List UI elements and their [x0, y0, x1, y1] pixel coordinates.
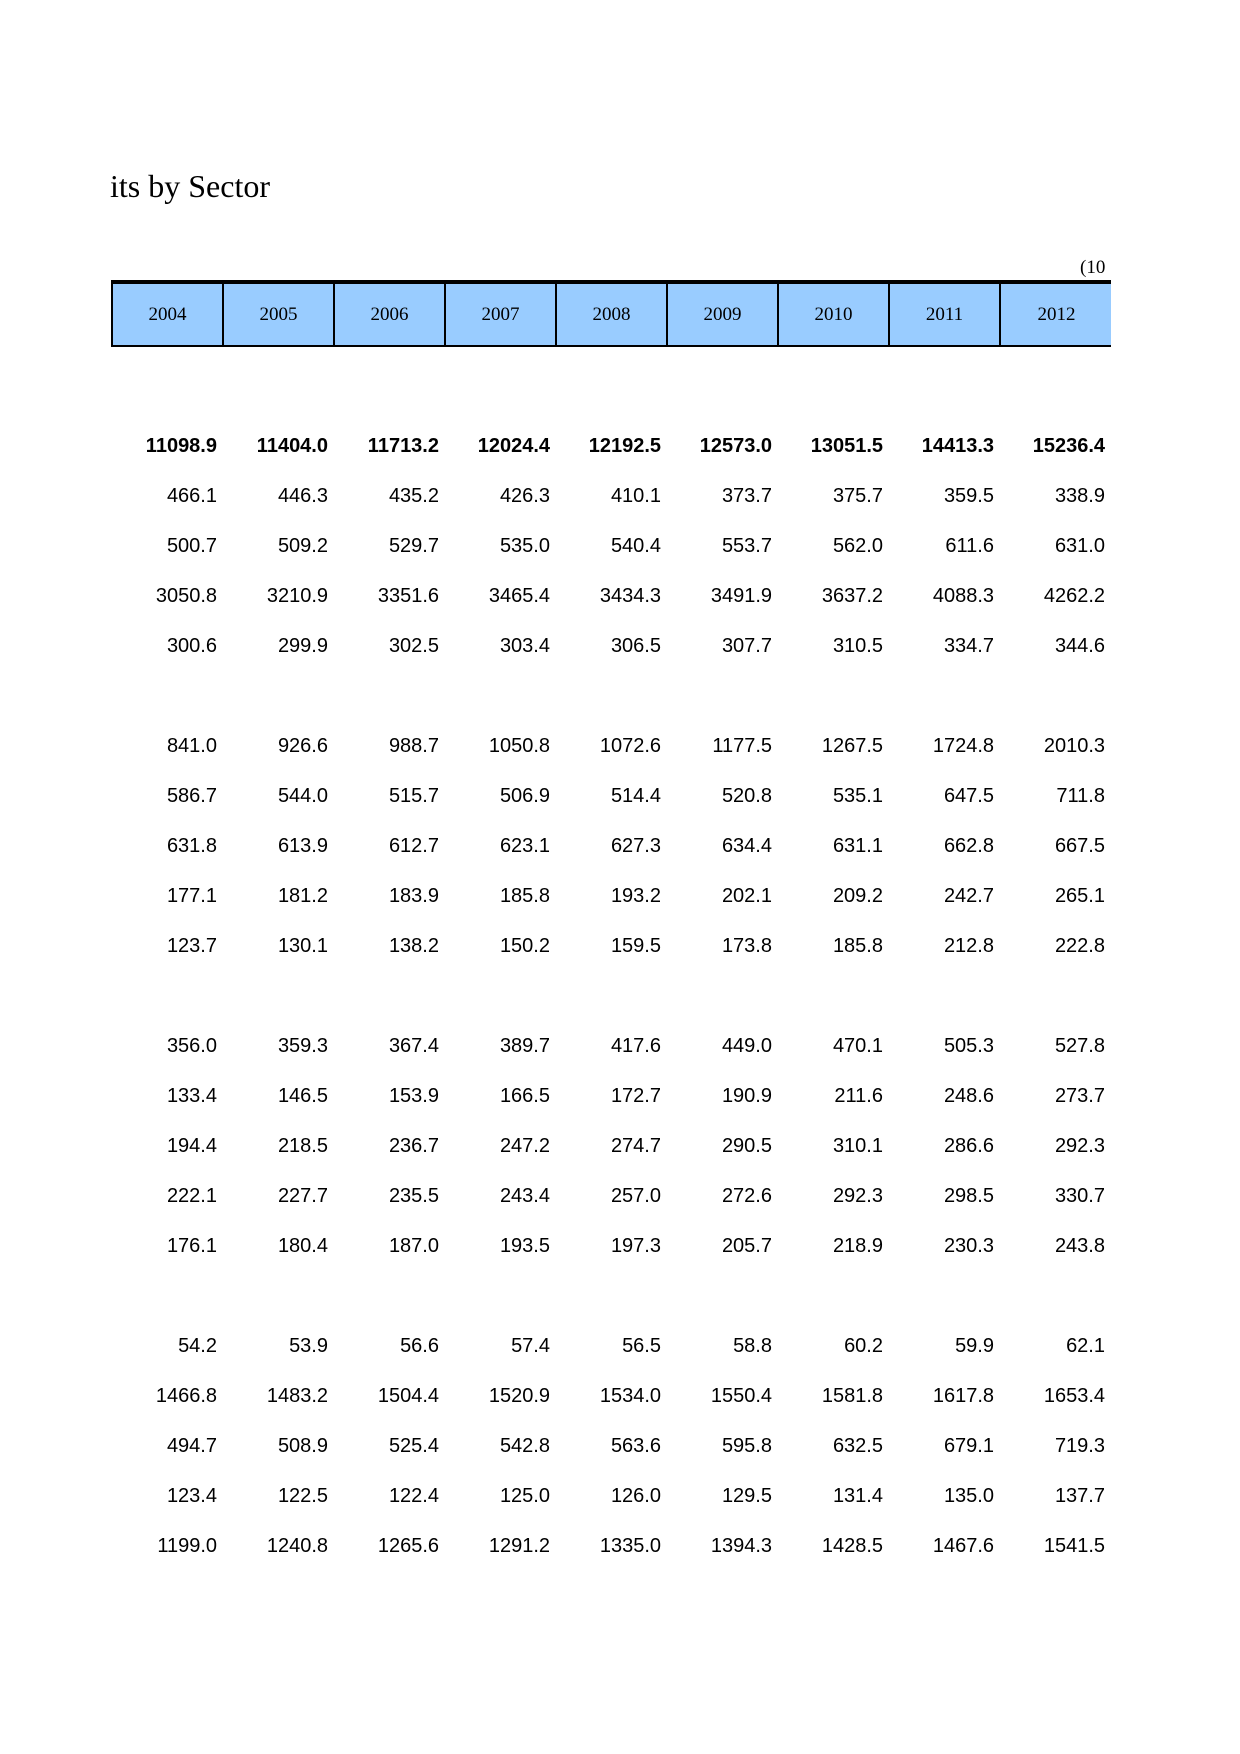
table-cell: 410.1: [610, 485, 661, 507]
table-cell: 375.7: [832, 485, 883, 507]
table-cell: 841.0: [166, 735, 217, 757]
table-cell: 125.0: [499, 1485, 550, 1507]
table-cell: 1467.6: [932, 1535, 994, 1557]
table-cell: 1724.8: [932, 735, 994, 757]
table-cell: 257.0: [610, 1185, 661, 1207]
table-cell: 235.5: [388, 1185, 439, 1207]
table-cell: 1335.0: [599, 1535, 661, 1557]
table-cell: 190.9: [721, 1085, 772, 1107]
table-cell: 470.1: [832, 1035, 883, 1057]
table-cell: 59.9: [955, 1335, 994, 1357]
table-cell: 1240.8: [266, 1535, 328, 1557]
table-cell: 212.8: [943, 935, 994, 957]
table-cell: 11713.2: [367, 435, 439, 457]
table-cell: 292.3: [832, 1185, 883, 1207]
table-cell: 153.9: [388, 1085, 439, 1107]
table-cell: 1504.4: [377, 1385, 439, 1407]
units-note: (10: [1080, 257, 1106, 278]
table-total-row: [111, 421, 1111, 471]
table-cell: 248.6: [943, 1085, 994, 1107]
table-cell: 1466.8: [155, 1385, 217, 1407]
table-cell: 662.8: [943, 835, 994, 857]
table-cell: 166.5: [499, 1085, 550, 1107]
table-cell: 506.9: [499, 785, 550, 807]
table-cell: 123.7: [166, 935, 217, 957]
table-cell: 711.8: [1056, 785, 1105, 807]
table-cell: 631.0: [1054, 535, 1105, 557]
table-cell: 553.7: [721, 535, 772, 557]
table-row: [111, 721, 1111, 771]
table-cell: 1581.8: [821, 1385, 883, 1407]
table-cell: 4088.3: [932, 585, 994, 607]
table-cell: 356.0: [166, 1035, 217, 1057]
table-cell: 299.9: [277, 635, 328, 657]
table-cell: 612.7: [388, 835, 439, 857]
table-cell: 126.0: [610, 1485, 661, 1507]
table-cell: 172.7: [610, 1085, 661, 1107]
table-cell: 57.4: [511, 1335, 550, 1357]
table-cell: 631.8: [166, 835, 217, 857]
table-cell: 540.4: [610, 535, 661, 557]
table-cell: 527.8: [1054, 1035, 1105, 1057]
table-cell: 247.2: [499, 1135, 550, 1157]
table-cell: 193.2: [610, 885, 661, 907]
table-cell: 389.7: [499, 1035, 550, 1057]
table-cell: 54.2: [178, 1335, 217, 1357]
year-header-2011: 2011: [890, 284, 1001, 345]
table-cell: 634.4: [721, 835, 772, 857]
table-cell: 194.4: [166, 1135, 217, 1157]
table-cell: 449.0: [721, 1035, 772, 1057]
table-cell: 56.6: [400, 1335, 439, 1357]
table-cell: 3434.3: [599, 585, 661, 607]
table-cell: 3351.6: [377, 585, 439, 607]
table-cell: 627.3: [610, 835, 661, 857]
table-cell: 514.4: [610, 785, 661, 807]
table-row: [111, 921, 1111, 971]
table-cell: 56.5: [622, 1335, 661, 1357]
table-cell: 535.1: [832, 785, 883, 807]
table-cell: 185.8: [499, 885, 550, 907]
table-cell: 988.7: [388, 735, 439, 757]
table-cell: 334.7: [943, 635, 994, 657]
table-cell: 1267.5: [821, 735, 883, 757]
year-header-2010: 2010: [779, 284, 890, 345]
table-row: [111, 1421, 1111, 1471]
table-cell: 12573.0: [699, 435, 772, 457]
table-cell: 298.5: [943, 1185, 994, 1207]
table-cell: 53.9: [289, 1335, 328, 1357]
table-cell: 11404.0: [256, 435, 328, 457]
table-cell: 926.6: [277, 735, 328, 757]
table-cell: 535.0: [499, 535, 550, 557]
table-cell: 129.5: [721, 1485, 772, 1507]
table-cell: 135.0: [943, 1485, 994, 1507]
table-cell: 300.6: [166, 635, 217, 657]
table-cell: 290.5: [721, 1135, 772, 1157]
table-cell: 529.7: [388, 535, 439, 557]
table-cell: 176.1: [166, 1235, 217, 1257]
table-cell: 679.1: [943, 1435, 994, 1457]
table-cell: 310.5: [832, 635, 883, 657]
table-cell: 211.6: [834, 1085, 883, 1107]
table-header-row: [111, 280, 1111, 347]
table-cell: 508.9: [277, 1435, 328, 1457]
table-cell: 302.5: [388, 635, 439, 657]
table-cell: 265.1: [1054, 885, 1105, 907]
table-cell: 122.4: [388, 1485, 439, 1507]
table-cell: 286.6: [943, 1135, 994, 1157]
table-cell: 344.6: [1054, 635, 1105, 657]
table-cell: 292.3: [1054, 1135, 1105, 1157]
table-cell: 446.3: [277, 485, 328, 507]
table-cell: 236.7: [388, 1135, 439, 1157]
table-cell: 1653.4: [1043, 1385, 1105, 1407]
table-cell: 417.6: [610, 1035, 661, 1057]
table-cell: 613.9: [277, 835, 328, 857]
table-cell: 647.5: [943, 785, 994, 807]
table-cell: 159.5: [610, 935, 661, 957]
table-cell: 466.1: [166, 485, 217, 507]
table-cell: 3050.8: [155, 585, 217, 607]
table-cell: 122.5: [277, 1485, 328, 1507]
table-cell: 1541.5: [1043, 1535, 1105, 1557]
table-row: [111, 1171, 1111, 1221]
year-header-2012: 2012: [1037, 303, 1076, 325]
table-cell: 133.4: [166, 1085, 217, 1107]
table-cell: 1177.5: [712, 735, 772, 757]
year-header-2009: 2009: [668, 284, 779, 345]
table-cell: 13051.5: [810, 435, 883, 457]
table-cell: 4262.2: [1043, 585, 1105, 607]
table-cell: 632.5: [832, 1435, 883, 1457]
table-cell: 205.7: [721, 1235, 772, 1257]
table-cell: 11098.9: [145, 435, 217, 457]
page-title: its by Sector: [110, 168, 270, 204]
table-cell: 181.2: [277, 885, 328, 907]
table-cell: 1265.6: [377, 1535, 439, 1557]
table-cell: 494.7: [166, 1435, 217, 1457]
table-cell: 1483.2: [266, 1385, 328, 1407]
table-cell: 338.9: [1054, 485, 1105, 507]
table-cell: 623.1: [499, 835, 550, 857]
table-cell: 137.7: [1054, 1485, 1105, 1507]
table-cell: 218.9: [832, 1235, 883, 1257]
table-row: [111, 771, 1111, 821]
table-cell: 243.8: [1054, 1235, 1105, 1257]
table-cell: 542.8: [499, 1435, 550, 1457]
table-row: [111, 1371, 1111, 1421]
table-cell: 173.8: [721, 935, 772, 957]
table-cell: 222.1: [166, 1185, 217, 1207]
table-cell: 150.2: [499, 935, 550, 957]
table-cell: 562.0: [832, 535, 883, 557]
table-row: [111, 571, 1111, 621]
table-cell: 719.3: [1054, 1435, 1105, 1457]
table-cell: 1550.4: [710, 1385, 772, 1407]
table-cell: 180.4: [277, 1235, 328, 1257]
table-cell: 520.8: [721, 785, 772, 807]
table-cell: 509.2: [277, 535, 328, 557]
table-row: [111, 871, 1111, 921]
table-cell: 631.1: [832, 835, 883, 857]
table-cell: 1050.8: [488, 735, 550, 757]
table-cell: 563.6: [610, 1435, 661, 1457]
table-cell: 243.4: [499, 1185, 550, 1207]
table-cell: 307.7: [721, 635, 772, 657]
table-cell: 1617.8: [932, 1385, 994, 1407]
table-cell: 1534.0: [599, 1385, 661, 1407]
year-header-2005: 2005: [224, 284, 335, 345]
table-cell: 197.3: [610, 1235, 661, 1257]
table-cell: 1428.5: [821, 1535, 883, 1557]
table-cell: 130.1: [277, 935, 328, 957]
table-cell: 611.6: [945, 535, 994, 557]
table-row: [111, 821, 1111, 871]
table-row: [111, 1521, 1111, 1571]
table-row: [111, 1071, 1111, 1121]
table-cell: 1291.2: [488, 1535, 550, 1557]
table-cell: 60.2: [844, 1335, 883, 1357]
year-header-2006: 2006: [335, 284, 446, 345]
table-cell: 3491.9: [710, 585, 772, 607]
table-cell: 306.5: [610, 635, 661, 657]
table-cell: 3210.9: [266, 585, 328, 607]
table-cell: 12024.4: [477, 435, 550, 457]
table-cell: 14413.3: [921, 435, 994, 457]
table-cell: 1520.9: [488, 1385, 550, 1407]
table-cell: 123.4: [166, 1485, 217, 1507]
table-cell: 310.1: [832, 1135, 883, 1157]
table-cell: 373.7: [721, 485, 772, 507]
table-cell: 330.7: [1054, 1185, 1105, 1207]
table-cell: 273.7: [1054, 1085, 1105, 1107]
sector-table: [111, 280, 1111, 1557]
table-cell: 222.8: [1054, 935, 1105, 957]
table-cell: 303.4: [499, 635, 550, 657]
table-row: [111, 471, 1111, 521]
table-cell: 242.7: [943, 885, 994, 907]
table-cell: 193.5: [499, 1235, 550, 1257]
table-row: [111, 1321, 1111, 1371]
table-cell: 272.6: [721, 1185, 772, 1207]
table-cell: 12192.5: [588, 435, 661, 457]
year-header-2008: 2008: [557, 284, 668, 345]
table-cell: 500.7: [166, 535, 217, 557]
table-row: [111, 521, 1111, 571]
table-cell: 359.3: [277, 1035, 328, 1057]
table-cell: 209.2: [832, 885, 883, 907]
table-cell: 177.1: [166, 885, 217, 907]
table-cell: 138.2: [388, 935, 439, 957]
table-cell: 187.0: [388, 1235, 439, 1257]
table-row: [111, 1021, 1111, 1071]
table-cell: 274.7: [610, 1135, 661, 1157]
table-cell: 131.4: [832, 1485, 883, 1507]
table-cell: 595.8: [721, 1435, 772, 1457]
table-cell: 3465.4: [488, 585, 550, 607]
table-cell: 667.5: [1054, 835, 1105, 857]
table-cell: 15236.4: [1032, 435, 1105, 457]
table-cell: 230.3: [943, 1235, 994, 1257]
table-row: [111, 1471, 1111, 1521]
table-cell: 183.9: [388, 885, 439, 907]
table-cell: 185.8: [832, 935, 883, 957]
table-cell: 218.5: [277, 1135, 328, 1157]
table-cell: 1394.3: [710, 1535, 772, 1557]
table-cell: 435.2: [388, 485, 439, 507]
table-cell: 367.4: [388, 1035, 439, 1057]
table-cell: 359.5: [943, 485, 994, 507]
year-header-2004: 2004: [113, 284, 224, 345]
table-cell: 2010.3: [1043, 735, 1105, 757]
table-cell: 515.7: [388, 785, 439, 807]
table-cell: 58.8: [733, 1335, 772, 1357]
table-row: [111, 1221, 1111, 1271]
year-header-2007: 2007: [446, 284, 557, 345]
table-cell: 586.7: [166, 785, 217, 807]
table-cell: 544.0: [277, 785, 328, 807]
table-row: [111, 1121, 1111, 1171]
table-cell: 62.1: [1066, 1335, 1105, 1357]
table-cell: 227.7: [277, 1185, 328, 1207]
table-cell: 3637.2: [821, 585, 883, 607]
table-cell: 1199.0: [157, 1535, 217, 1557]
table-cell: 146.5: [277, 1085, 328, 1107]
table-cell: 426.3: [499, 485, 550, 507]
table-row: [111, 621, 1111, 671]
table-cell: 202.1: [721, 885, 772, 907]
table-cell: 525.4: [388, 1435, 439, 1457]
table-cell: 505.3: [943, 1035, 994, 1057]
table-cell: 1072.6: [599, 735, 661, 757]
